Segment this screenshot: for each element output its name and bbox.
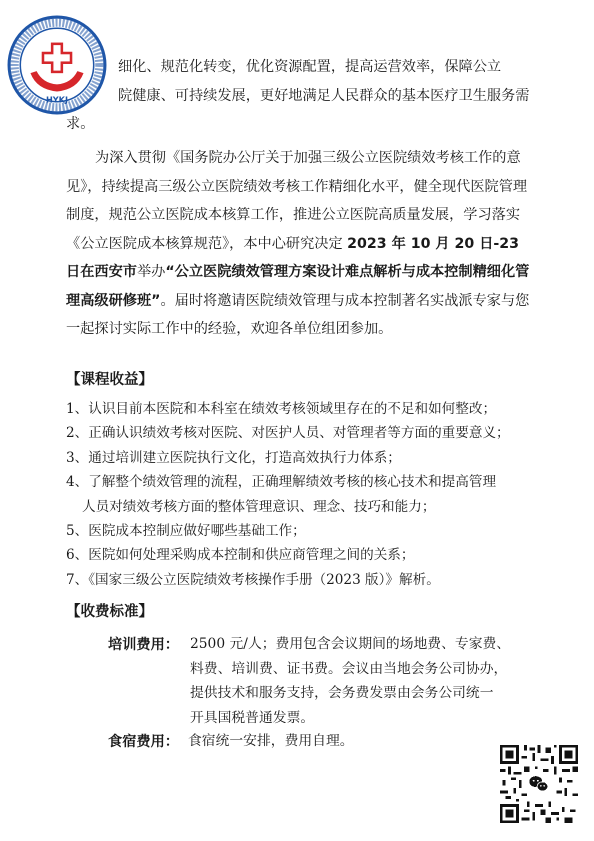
training-fee-line: 2500 元/人；费用包含会议期间的场地费、专家费、 bbox=[190, 636, 511, 652]
paragraph-text-a: 为深入贯彻《国务院办公厅关于加强三级公立医院绩效考核工作的意见》，持续提高三级公立医院绩效考核工作精细化水平，健全现代医院管理制度，规范公立医院成本核算工作，推进公立医院高质量发展，学习落实《公立医院成本核算规范》，本中心研究决定 bbox=[66, 150, 528, 252]
lodging-fee-text: 食宿统一安排，费用自理。 bbox=[188, 733, 354, 749]
paragraph-text-c: 。届时将邀请医院绩效管理与成本控制著名实战派专家与您一起探讨实际工作中的经验，欢迎各单位组团参加。 bbox=[66, 292, 530, 337]
training-fee-line: 料费、培训费、证书费。会议由当地会务公司协办， bbox=[190, 660, 508, 677]
benefit-item: 3、通过培训建立医院执行文化，打造高效执行力体系； bbox=[66, 449, 401, 466]
training-fee-label: 培训费用： bbox=[108, 637, 179, 653]
benefit-item: 6、医院如何处理采购成本控制和供应商管理之间的关系； bbox=[66, 547, 415, 564]
benefit-item: 7、《国家三级公立医院绩效考核操作手册（2023 版）》解析。 bbox=[66, 571, 440, 588]
lodging-fee-label: 食宿费用： bbox=[108, 734, 179, 750]
main-paragraph bbox=[66, 144, 530, 344]
event-title: “公立医院绩效管理方案设计难点解析与成本控制精细化管理高级研修班” bbox=[66, 264, 530, 309]
fees-heading: 【收费标准】 bbox=[66, 604, 153, 620]
training-fee-line: 提供技术和服务支持，会务费发票由会务公司统一 bbox=[190, 685, 494, 702]
logo-abbr: HYKJ bbox=[45, 94, 69, 105]
benefits-list bbox=[66, 397, 536, 592]
benefit-item: 1、认识目前本医院和本科室在绩效考核领域里存在的不足和如何整改； bbox=[66, 401, 497, 417]
training-fee-details bbox=[190, 632, 540, 730]
training-fee-line: 开具国税普通发票。 bbox=[190, 709, 315, 726]
qr-code bbox=[500, 745, 578, 823]
benefit-item: 5、医院成本控制应做好哪些基础工作； bbox=[66, 523, 306, 540]
company-logo bbox=[6, 14, 108, 116]
paragraph-text-b: 举办 bbox=[136, 264, 166, 280]
intro-line-2: 院健康、可持续发展，更好地满足人民群众的基本医疗卫生服务需 bbox=[118, 88, 530, 104]
intro-line-1: 细化、规范化转变，优化资源配置，提高运营效率，保障公立 bbox=[118, 59, 502, 75]
benefit-item: 2、正确认识绩效考核对医院、对医护人员、对管理者等方面的重要意义； bbox=[66, 425, 510, 442]
event-date-location: 2023 年 10 月 20 日-23 日在西安市 bbox=[66, 235, 520, 280]
benefits-heading: 【课程收益】 bbox=[66, 372, 153, 388]
benefit-item: 4、了解整个绩效管理的流程，正确理解绩效考核的核心技术和提高管理 人员对绩效考核方面的整体管理意识、理念、技巧和能力； bbox=[66, 474, 497, 515]
intro-line-3: 求。 bbox=[66, 116, 95, 132]
